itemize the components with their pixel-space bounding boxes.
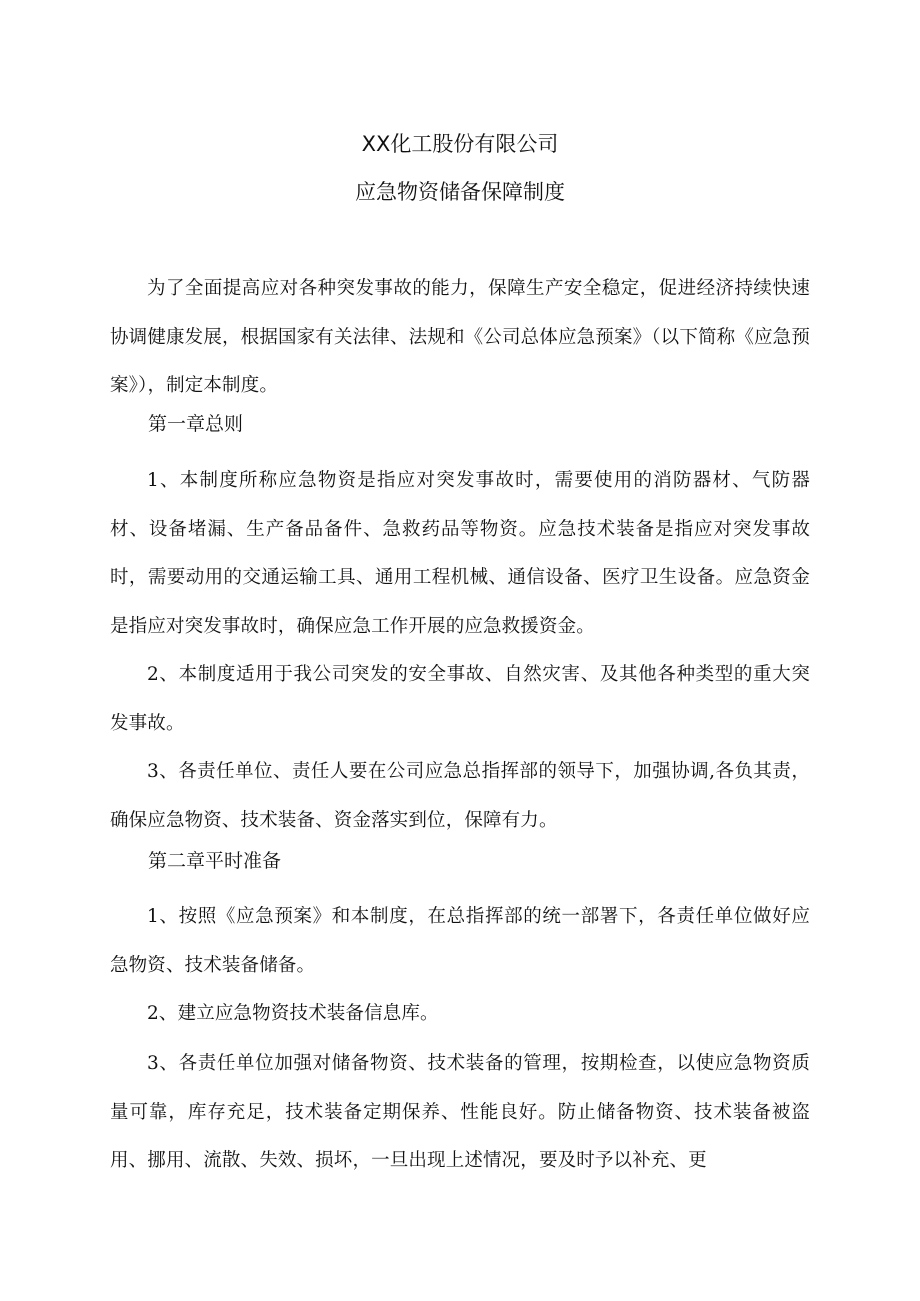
intro-paragraph: 为了全面提高应对各种突发事故的能力，保障生产安全稳定，促进经济持续快速协调健康发展，根据国家有关法律、法规和《公司总体应急预案》（以下简称《应急预案》），制定本制度。 [110,278,810,397]
chapter-1-heading: 第一章总则 [148,413,244,435]
chapter-1-item-2: 2、本制度适用于我公司突发的安全事故、自然灾害、及其他各种类型的重大突发事故。 [110,664,810,734]
chapter-2-item-3: 3、各责任单位加强对储备物资、技术装备的管理，按期检查，以使应急物资质量可靠，库存充足，技术装备定期保养、性能良好。防止储备物资、技术装备被盗用、挪用、流散、失效、损坏，一旦出现上述情况，要及时予以补充、更 [110,1053,810,1172]
chapter-1-item-3: 3、各责任单位、责任人要在公司应急总指挥部的领导下，加强协调,各负其责，确保应急物资、技术装备、资金落实到位，保障有力。 [110,761,810,831]
chapter-2-item-1: 1、按照《应急预案》和本制度，在总指挥部的统一部署下，各责任单位做好应急物资、技术装备储备。 [110,906,810,976]
chapter-2-item-2: 2、建立应急物资技术装备信息库。 [147,1003,439,1024]
chapter-2-heading: 第二章平时准备 [148,850,282,872]
document-title: 应急物资储备保障制度 [355,180,565,204]
company-title: XX化工股份有限公司 [361,132,559,156]
chapter-1-item-1: 1、本制度所称应急物资是指应对突发事故时，需要使用的消防器材、气防器材、设备堵漏、生产备品备件、急救药品等物资。应急技术装备是指应对突发事故时，需要动用的交通运输工具、通用工程机械、通信设备、医疗卫生设备。应急资金是指应对突发事故时，确保应急工作开展的应急救援资金。 [110,470,810,637]
